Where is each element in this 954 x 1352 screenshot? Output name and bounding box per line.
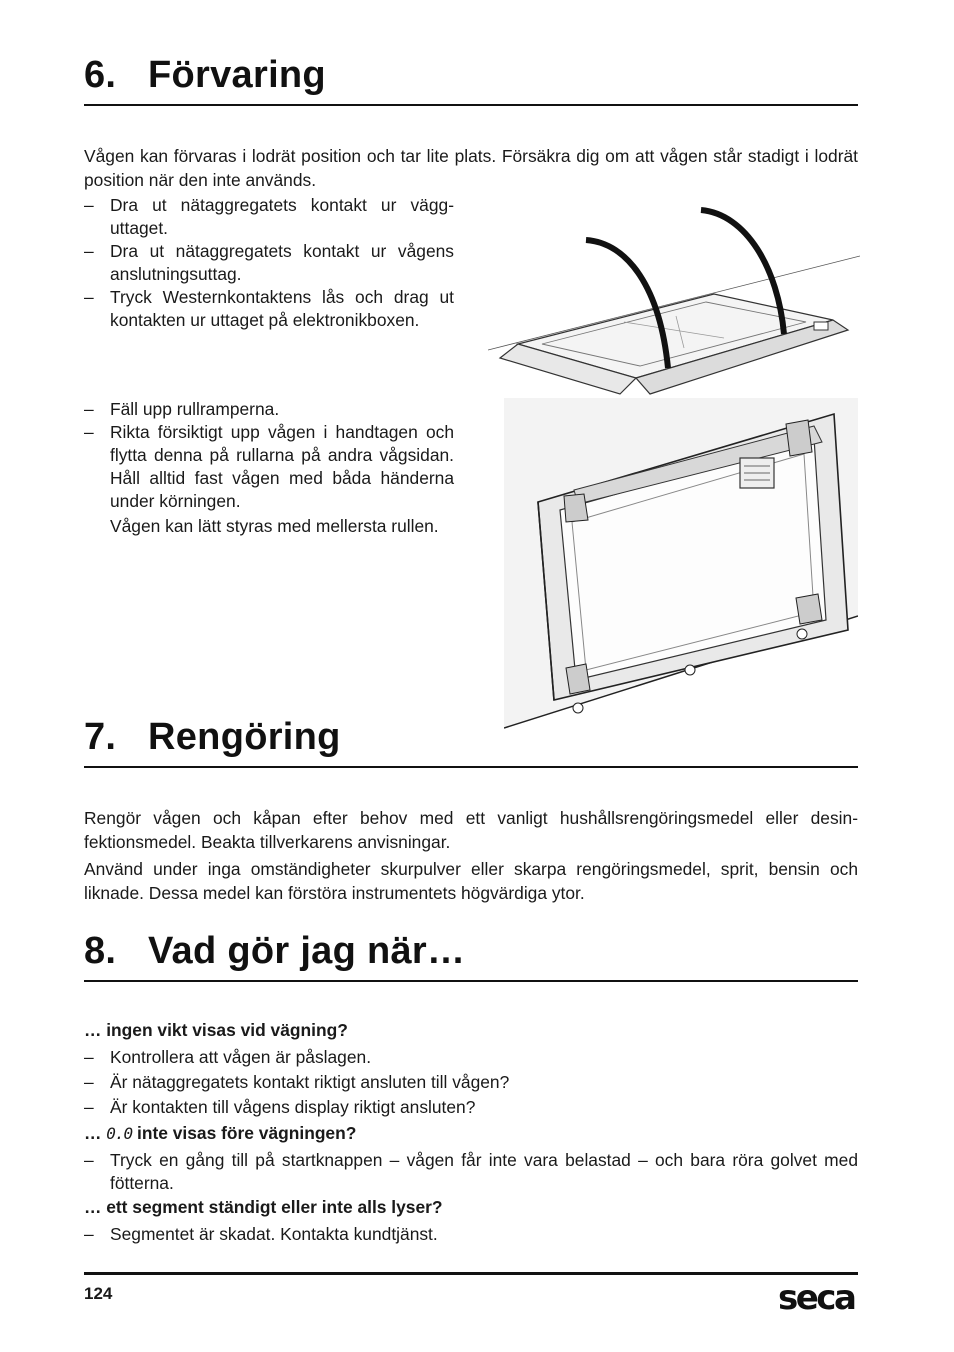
heading-rule: [84, 980, 858, 982]
troubleshoot-question-no-weight: … ingen vikt visas vid vägning?: [84, 1020, 348, 1040]
scale-flat-illustration: [488, 198, 860, 398]
logo-wordmark: seca: [778, 1278, 855, 1316]
cleaning-paragraph-1: Rengör vågen och kåpan efter behov med ett vanligt hushållsrengöringsmedel eller desinfektionsmedel. Beakta tillverkarens anvisningar.: [84, 808, 858, 852]
cleaning-paragraph-2: Använd under inga omständigheter skurpulver eller skarpa rengöringsmedel, sprit, bensin och liknade. Dessa medel kan förstöra instrumentets högvärdiga ytor.: [84, 859, 858, 903]
seca-logo: [778, 1276, 860, 1316]
section-number: 6.: [84, 54, 117, 96]
section-6-heading: [84, 54, 326, 97]
section-7-heading: [84, 716, 341, 759]
storage-intro: Vågen kan förvaras i lodrät position och tar lite plats. Försäkra dig om att vågen står stadigt i lodrät position när den inte används.: [84, 146, 858, 190]
list-item: – Kontrollera att vågen är påslagen.: [84, 1047, 372, 1067]
list-item: – Är nätaggregatets kontakt riktigt ansluten till vågen?: [84, 1072, 510, 1092]
list-item: – Fäll upp rullramperna.: [84, 399, 280, 419]
lcd-zero-symbol: 0.0: [106, 1124, 133, 1143]
heading-rule: [84, 104, 858, 106]
list-item: – Dra ut nätaggregatets kontakt ur vågens anslutningsuttag.: [84, 241, 454, 284]
troubleshoot-question-segment: … ett segment ständigt eller inte alls lyser?: [84, 1197, 443, 1217]
section-number: 8.: [84, 930, 117, 972]
storage-steps-raise: [84, 398, 454, 538]
footer-rule: [84, 1272, 858, 1275]
seca-logo-icon: [778, 1276, 860, 1316]
section-title: Förvaring: [148, 54, 326, 96]
list-item: – Tryck en gång till på startknappen – vågen får inte vara belastad – och bara röra golvet med fötterna.: [84, 1150, 858, 1193]
troubleshoot-list-segment: [84, 1223, 858, 1246]
heading-rule: [84, 766, 858, 768]
troubleshoot-question-zero-display: … 0.0 inte visas före vägningen?: [84, 1123, 357, 1143]
list-item: – Dra ut nätaggregatets kontakt ur vägguttaget.: [84, 195, 454, 238]
storage-steps-unplug: [84, 194, 454, 332]
troubleshoot-list-no-weight: [84, 1046, 858, 1119]
list-item: – Är kontakten till vågens display riktigt ansluten?: [84, 1097, 476, 1117]
section-number: 7.: [84, 716, 117, 758]
list-item: – Segmentet är skadat. Kontakta kundtjänst.: [84, 1224, 438, 1244]
list-note: Vågen kan lätt styras med mellersta rullen.: [110, 516, 439, 536]
list-item: – Tryck Westernkontaktens lås och drag ut kontakten ur uttaget på elektronikboxen.: [84, 287, 454, 330]
troubleshoot-list-zero-display: [84, 1149, 858, 1195]
section-8-heading: [84, 930, 465, 973]
scale-upright-illustration: [504, 398, 858, 730]
section-title: Rengöring: [148, 716, 341, 758]
section-title: Vad gör jag när…: [148, 930, 466, 972]
page-number: 124: [84, 1284, 113, 1303]
list-item: – Rikta försiktigt upp vågen i handtagen och flytta denna på rullarna på andra vågsidan. Håll alltid fast vågen med båda händerna under körningen.: [84, 422, 454, 511]
